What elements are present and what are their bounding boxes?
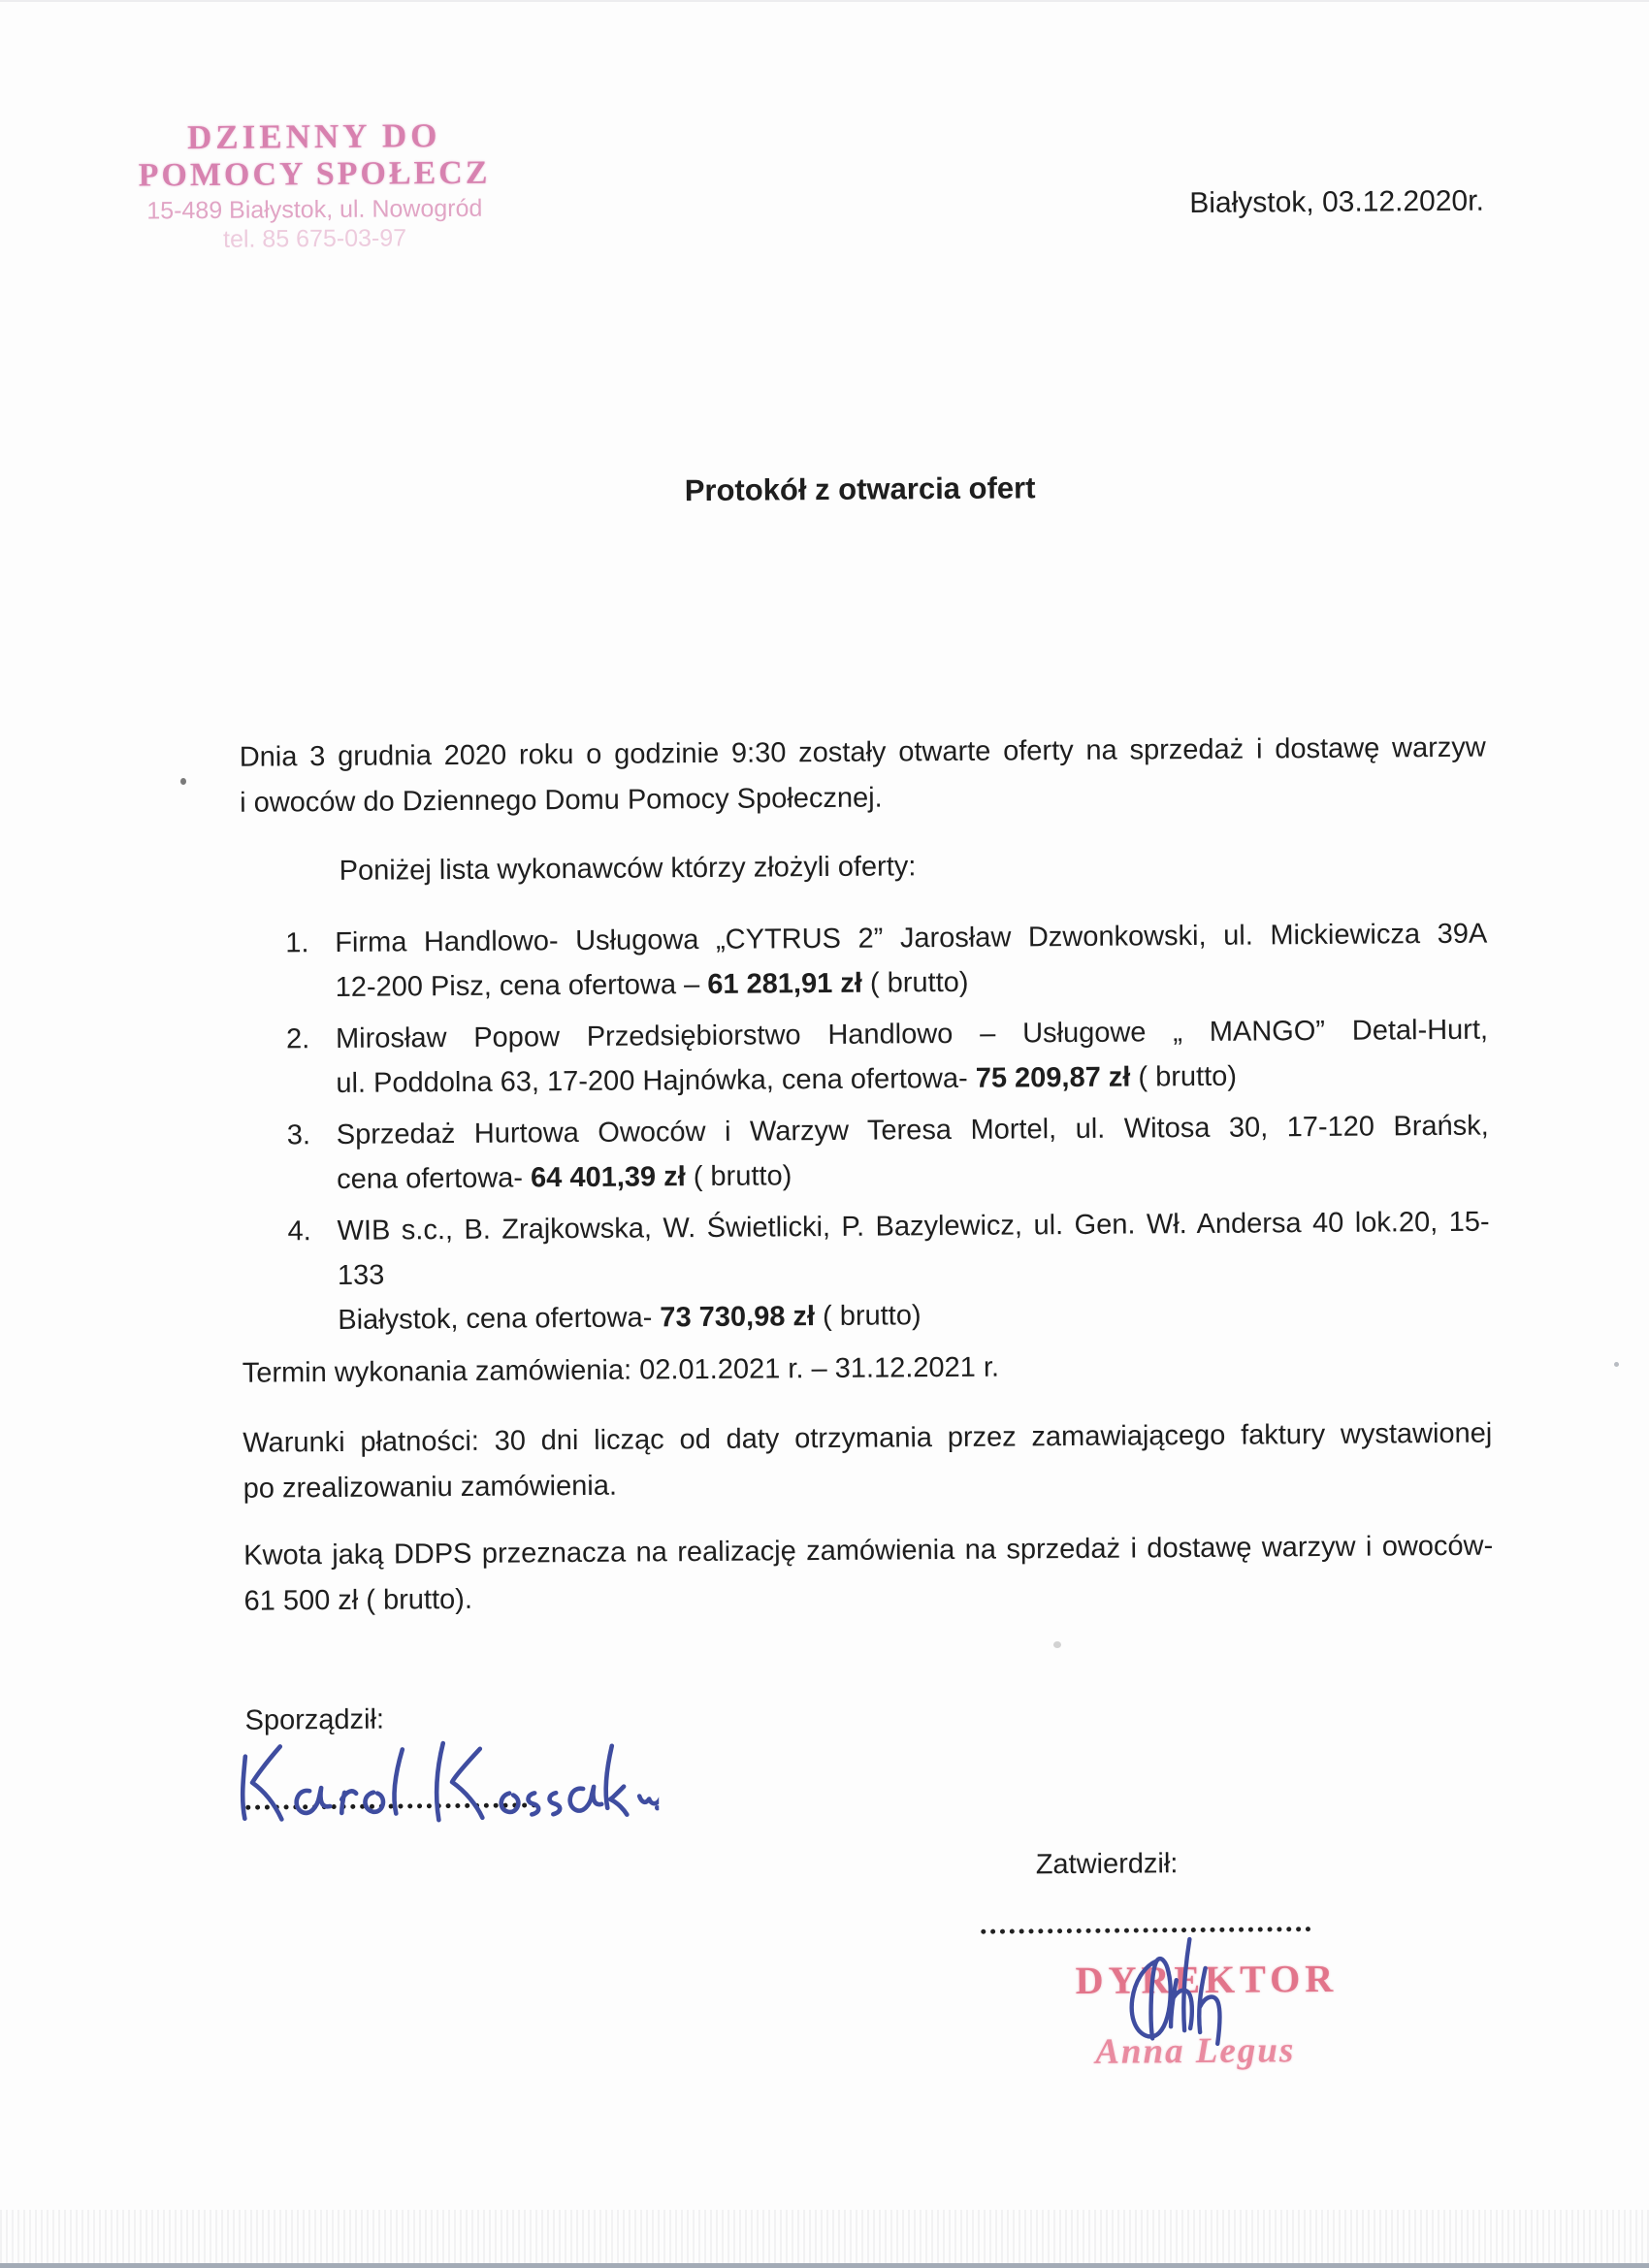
offer-price: 75 209,87 zł	[975, 1061, 1131, 1094]
offer-item-4	[283, 1200, 1490, 1344]
offer-text	[336, 1008, 1489, 1106]
prepared-by-handwritten-signature	[232, 1724, 660, 1848]
offer-price-suffix: ( brutto)	[685, 1160, 792, 1193]
offer-price: 64 401,39 zł	[530, 1161, 686, 1194]
director-stamp-title: DYREKTOR	[1075, 1956, 1339, 2003]
offer-number: 3.	[286, 1119, 311, 1151]
place-and-date: Białystok, 03.12.2020r.	[1189, 184, 1484, 220]
sender-stamp-phone: tel. 85 675-03-97	[222, 223, 407, 253]
scan-speck	[1614, 1362, 1619, 1367]
offer-address: ul. Poddolna 63, 17-200 Hajnówka, cena ofertowa-	[336, 1062, 976, 1099]
offer-address: Białystok, cena ofertowa-	[338, 1302, 661, 1336]
offer-number: 4.	[287, 1215, 311, 1247]
scan-speck	[1053, 1641, 1061, 1648]
payment-line-1: Warunki płatności: 30 dni licząc od daty otrzymania przez zamawiającego faktury wystawionej	[242, 1417, 1493, 1459]
offer-line-1: Sprzedaż Hurtowa Owoców i Warzyw Teresa Mortel, ul. Witosa 30, 17-120 Brańsk,	[336, 1110, 1489, 1150]
sender-stamp-org-line1: DZIENNY DO	[186, 116, 441, 157]
budget-paragraph	[243, 1524, 1494, 1625]
scan-speck	[180, 778, 186, 785]
approved-by-label: Zatwierdził:	[1035, 1848, 1179, 1881]
offer-price: 61 281,91 zł	[707, 967, 863, 1000]
offer-line-1: Firma Handlowo- Usługowa „CYTRUS 2” Jarosław Dzwonkowski, ul. Mickiewicza 39A	[335, 918, 1488, 958]
intro-paragraph	[240, 726, 1487, 826]
offer-line-1: WIB s.c., B. Zrajkowska, W. Świetlicki, P. Bazylewicz, ul. Gen. Wł. Andersa 40 lok.20, 15-133	[337, 1206, 1490, 1291]
budget-line-1: Kwota jaką DDPS przeznacza na realizację zamówienia na sprzedaż i dostawę warzyw i owoców-	[243, 1530, 1494, 1571]
offer-line-2	[336, 1053, 1488, 1106]
offer-text	[337, 1200, 1490, 1343]
sender-stamp-address: 15-489 Białystok, ul. Nowogród	[146, 194, 483, 224]
scan-top-edge-artifact	[0, 0, 1649, 2]
payment-terms-paragraph	[242, 1411, 1493, 1512]
offers-list	[281, 912, 1490, 1350]
document-title: Protokół z otwarcia ofert	[684, 470, 1036, 508]
offer-price: 73 730,98 zł	[660, 1301, 816, 1334]
offer-address: 12-200 Pisz, cena ofertowa –	[335, 968, 708, 1003]
intro-line-1: Dnia 3 grudnia 2020 roku o godzinie 9:30 zostały otwarte oferty na sprzedaż i dostawę warzyw	[239, 731, 1486, 773]
offer-text	[335, 912, 1488, 1010]
offer-price-suffix: ( brutto)	[861, 966, 969, 999]
offer-price-suffix: ( brutto)	[814, 1300, 922, 1333]
sender-stamp-org-line2: POMOCY SPOŁECZ	[138, 154, 491, 194]
scan-bottom-texture-artifact	[0, 2210, 1649, 2263]
offer-text	[337, 1104, 1490, 1202]
offer-number: 2.	[285, 1023, 310, 1055]
payment-line-2: po zrealizowaniu zamówienia.	[242, 1470, 618, 1505]
approved-by-dotted-line	[981, 1927, 1310, 1934]
offer-address: cena ofertowa-	[337, 1162, 532, 1195]
sender-ink-stamp	[125, 117, 504, 254]
intro-line-2: i owoców do Dziennego Domu Pomocy Społecznej.	[240, 782, 883, 819]
offer-line-2	[335, 956, 1487, 1010]
offer-item-1	[281, 912, 1488, 1011]
execution-term-line: Termin wykonania zamówienia: 02.01.2021 r. – 31.12.2021 r.	[242, 1351, 1000, 1389]
budget-line-2: 61 500 zł ( brutto).	[243, 1583, 473, 1617]
offer-number: 1.	[285, 927, 309, 959]
offer-line-2	[338, 1289, 1490, 1343]
offer-line-2	[337, 1149, 1489, 1202]
prepared-by-label: Sporządził:	[244, 1703, 385, 1736]
offer-item-2	[282, 1008, 1489, 1107]
offer-price-suffix: ( brutto)	[1130, 1060, 1238, 1093]
director-stamp-name: Anna Legus	[1095, 2030, 1296, 2072]
offer-item-3	[283, 1104, 1490, 1203]
scan-bottom-edge-line	[0, 2263, 1649, 2268]
offer-line-1: Mirosław Popow Przedsiębiorstwo Handlowo – Usługowe „ MANGO” Detal-Hurt,	[335, 1014, 1489, 1054]
offers-list-intro: Poniżej lista wykonawców którzy złożyli oferty:	[339, 851, 917, 887]
